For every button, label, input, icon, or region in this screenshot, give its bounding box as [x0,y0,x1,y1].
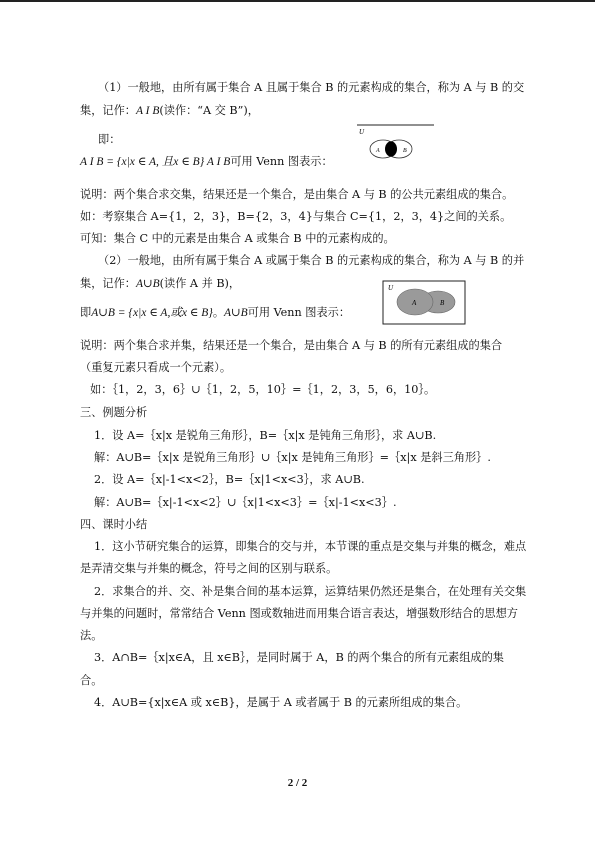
page-number: 2 / 2 [287,777,308,789]
intersection-notation: A I B [135,105,160,117]
union-formula: A∪B = {x|x ∈ A,或x ∈ B} [91,307,213,319]
union-notation: A∪B [135,278,160,290]
section-examples-heading: 三、例题分析 [80,406,148,419]
ji-label: 即： [98,133,121,146]
note-union-line2: （重复元素只看成一个元素）。 [80,361,232,374]
intersection-definition: A I B = {x|x ∈ A, 且x ∈ B} A I B可用 Venn 图表示： [80,155,333,168]
venn-intersection-b-label: B [403,148,407,154]
para-intersection-line1: （1）一般地，由所有属于集合 A 且属于集合 B 的元素构成的集合，称为 A 与 B 的交 [98,81,525,94]
top-rule [0,0,595,2]
intersection-formula: A I B = {x|x ∈ A, 且x ∈ B} A I B [80,156,231,168]
example-answer-1: 解：A∪B=｛x|x 是锐角三角形｝∪｛x|x 是钝角三角形｝=｛x|x 是斜三角形｝. [94,451,491,464]
conclusion-line: 可知：集合 C 中的元素是由集合 A 或集合 B 中的元素构成的。 [80,232,395,245]
section-summary-heading: 四、课时小结 [80,518,148,531]
example-question-1: 1．设 A=｛x|x 是锐角三角形｝，B=｛x|x 是钝角三角形｝，求 A∪B. [94,429,437,442]
example-question-2: 2．设 A=｛x|-1<x<2｝，B=｛x|1<x<3｝，求 A∪B. [94,473,365,486]
summary-3-line2: 合。 [80,674,103,687]
summary-2-line1: 2．求集合的并、交、补是集合间的基本运算，运算结果仍然还是集合，在处理有关交集 [94,585,527,598]
venn-intersection-a-label: A [376,148,380,154]
para-intersection-line2: 集，记作：A I B(读作：“A 交 B”)， [80,104,259,117]
summary-1-line2: 是弄清交集与并集的概念，符号之间的区别与联系。 [80,562,338,575]
venn-union-b-label: B [440,299,445,307]
note-union-line1: 说明：两个集合求并集，结果还是一个集合，是由集合 A 与 B 的所有元素组成的集合 [80,339,503,352]
venn-union-u-label: U [388,284,394,292]
note-intersection: 说明：两个集合求交集，结果还是一个集合，是由集合 A 与 B 的公共元素组成的集合。 [80,188,514,201]
example-union: 如：｛1，2，3，6｝∪｛1，2，5，10｝=｛1，2，3，5，6，10｝。 [90,383,436,396]
venn-union-a-label: A [412,299,417,307]
venn-intersection-u-label: U [359,128,365,136]
summary-3-line1: 3．A∩B=｛x|x∈A，且 x∈B｝，是同时属于 A，B 的两个集合的所有元素组成的集 [94,651,504,664]
example-sets: 如：考察集合 A={1，2，3}，B={2，3，4}与集合 C={1，2，3，4}之间的关系。 [80,210,512,223]
example-answer-2: 解：A∪B=｛x|-1<x<2｝∪｛x|1<x<3｝=｛x|-1<x<3｝. [94,496,397,509]
summary-2-line3: 法。 [80,629,103,642]
summary-1-line1: 1．这小节研究集合的运算，即集合的交与并，本节课的重点是交集与并集的概念，难点 [94,540,527,553]
para-union-line1: （2）一般地，由所有属于集合 A 或属于集合 B 的元素构成的集合，称为 A 与 B 的并 [98,254,525,267]
summary-4: 4．A∪B={x|x∈A 或 x∈B}，是属于 A 或者属于 B 的元素所组成的集合。 [94,696,468,709]
union-definition: 即A∪B = {x|x ∈ A,或x ∈ B}。A∪B可用 Venn 图表示： [80,306,351,319]
venn-union-diagram [382,280,466,325]
venn-intersection-diagram [356,122,438,162]
summary-2-line2: 与并集的问题时，常常结合 Venn 图或数轴进而用集合语言表达，增强数形结合的思想方 [80,607,518,620]
para-union-line2: 集，记作：A∪B(读作 A 并 B)， [80,277,241,290]
